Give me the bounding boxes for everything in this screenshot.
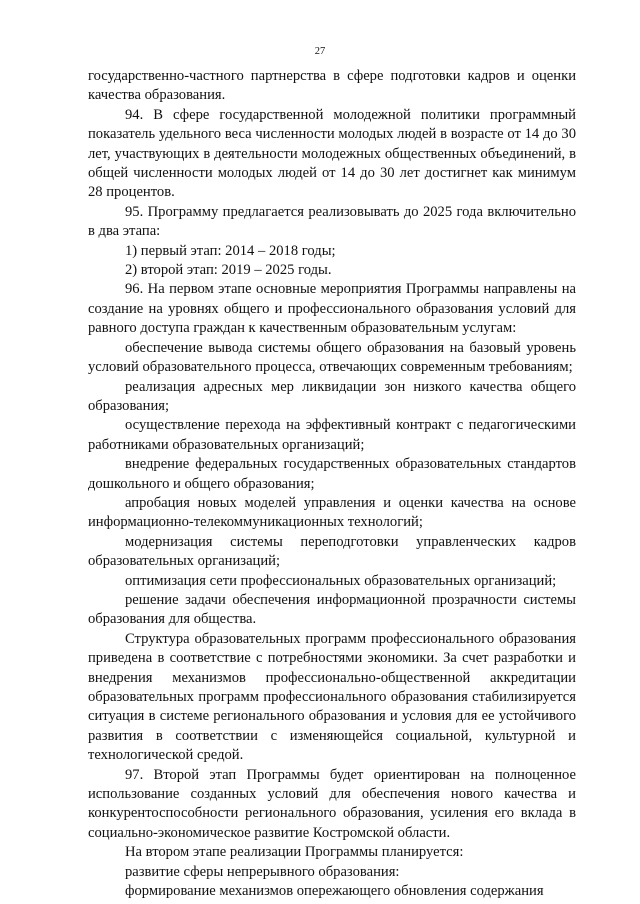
list-item: внедрение федеральных государственных образовательных стандартов дошкольного и общего образования; <box>88 456 576 492</box>
list-item: обеспечение вывода системы общего образования на базовый уровень условий образовательного процесса, отвечающих современным требованиям; <box>88 339 576 376</box>
list-item: модернизация системы переподготовки управленческих кадров образовательных организаций; <box>88 533 576 570</box>
list-item: решение задачи обеспечения информационной прозрачности системы образования для общества. <box>88 591 576 628</box>
paragraph-structure: Структура образовательных программ профессионального образования приведена в соответствие с потребностями экономики. За счет разработки и внедрения механизмов профессионально-общественной аккредитации образовательных программ профессионального образования стабилизируется ситуация в системе регионального образования и условия для ее устойчивого развития в соответствии с изменяющейся социальной, культурной и технологической средой. <box>88 630 576 764</box>
list-item: оптимизация сети профессиональных образовательных организаций; <box>125 572 557 589</box>
document-body <box>88 67 576 901</box>
list-item: осуществление перехода на эффективный контракт с педагогическими работниками образовательных организаций; <box>88 417 576 453</box>
paragraph-97: 97. Второй этап Программы будет ориентирован на полноценное использование созданных условий для обеспечения нового качества и конкурентоспособности регионального образования, усиления его вклада в социально-экономическое развитие Костромской области. <box>88 766 576 841</box>
list-item: формирование механизмов опережающего обновления содержания <box>125 883 544 900</box>
list-item: апробация новых моделей управления и оценки качества на основе информационно-телекоммуникационных технологий; <box>88 494 576 531</box>
page-number: 27 <box>314 46 326 57</box>
list-item: развитие сферы непрерывного образования: <box>125 863 400 880</box>
stage-2-item: 2) второй этап: 2019 – 2025 годы. <box>125 262 332 279</box>
paragraph-94: 94. В сфере государственной молодежной политики программный показатель удельного веса численности молодых людей в возрасте от 14 до 30 лет, участвующих в деятельности молодежных общественных объединений, в общей численности молодых людей от 14 до 30 лет достигнет как минимум 28 процентов. <box>88 106 576 201</box>
paragraph-second-stage-intro: На втором этапе реализации Программы планируется: <box>125 844 464 861</box>
paragraph-95: 95. Программу предлагается реализовывать до 2025 года включительно в два этапа: <box>88 203 576 240</box>
list-item: реализация адресных мер ликвидации зон низкого качества общего образования; <box>88 378 576 414</box>
paragraph-96: 96. На первом этапе основные мероприятия Программы направлены на создание на уровнях общего и профессионального образования условий для равного доступа граждан к качественным образовательным услугам: <box>88 281 576 337</box>
paragraph-continuation: государственно-частного партнерства в сфере подготовки кадров и оценки качества образования. <box>88 68 576 104</box>
stage-1-item: 1) первый этап: 2014 – 2018 годы; <box>125 242 336 259</box>
